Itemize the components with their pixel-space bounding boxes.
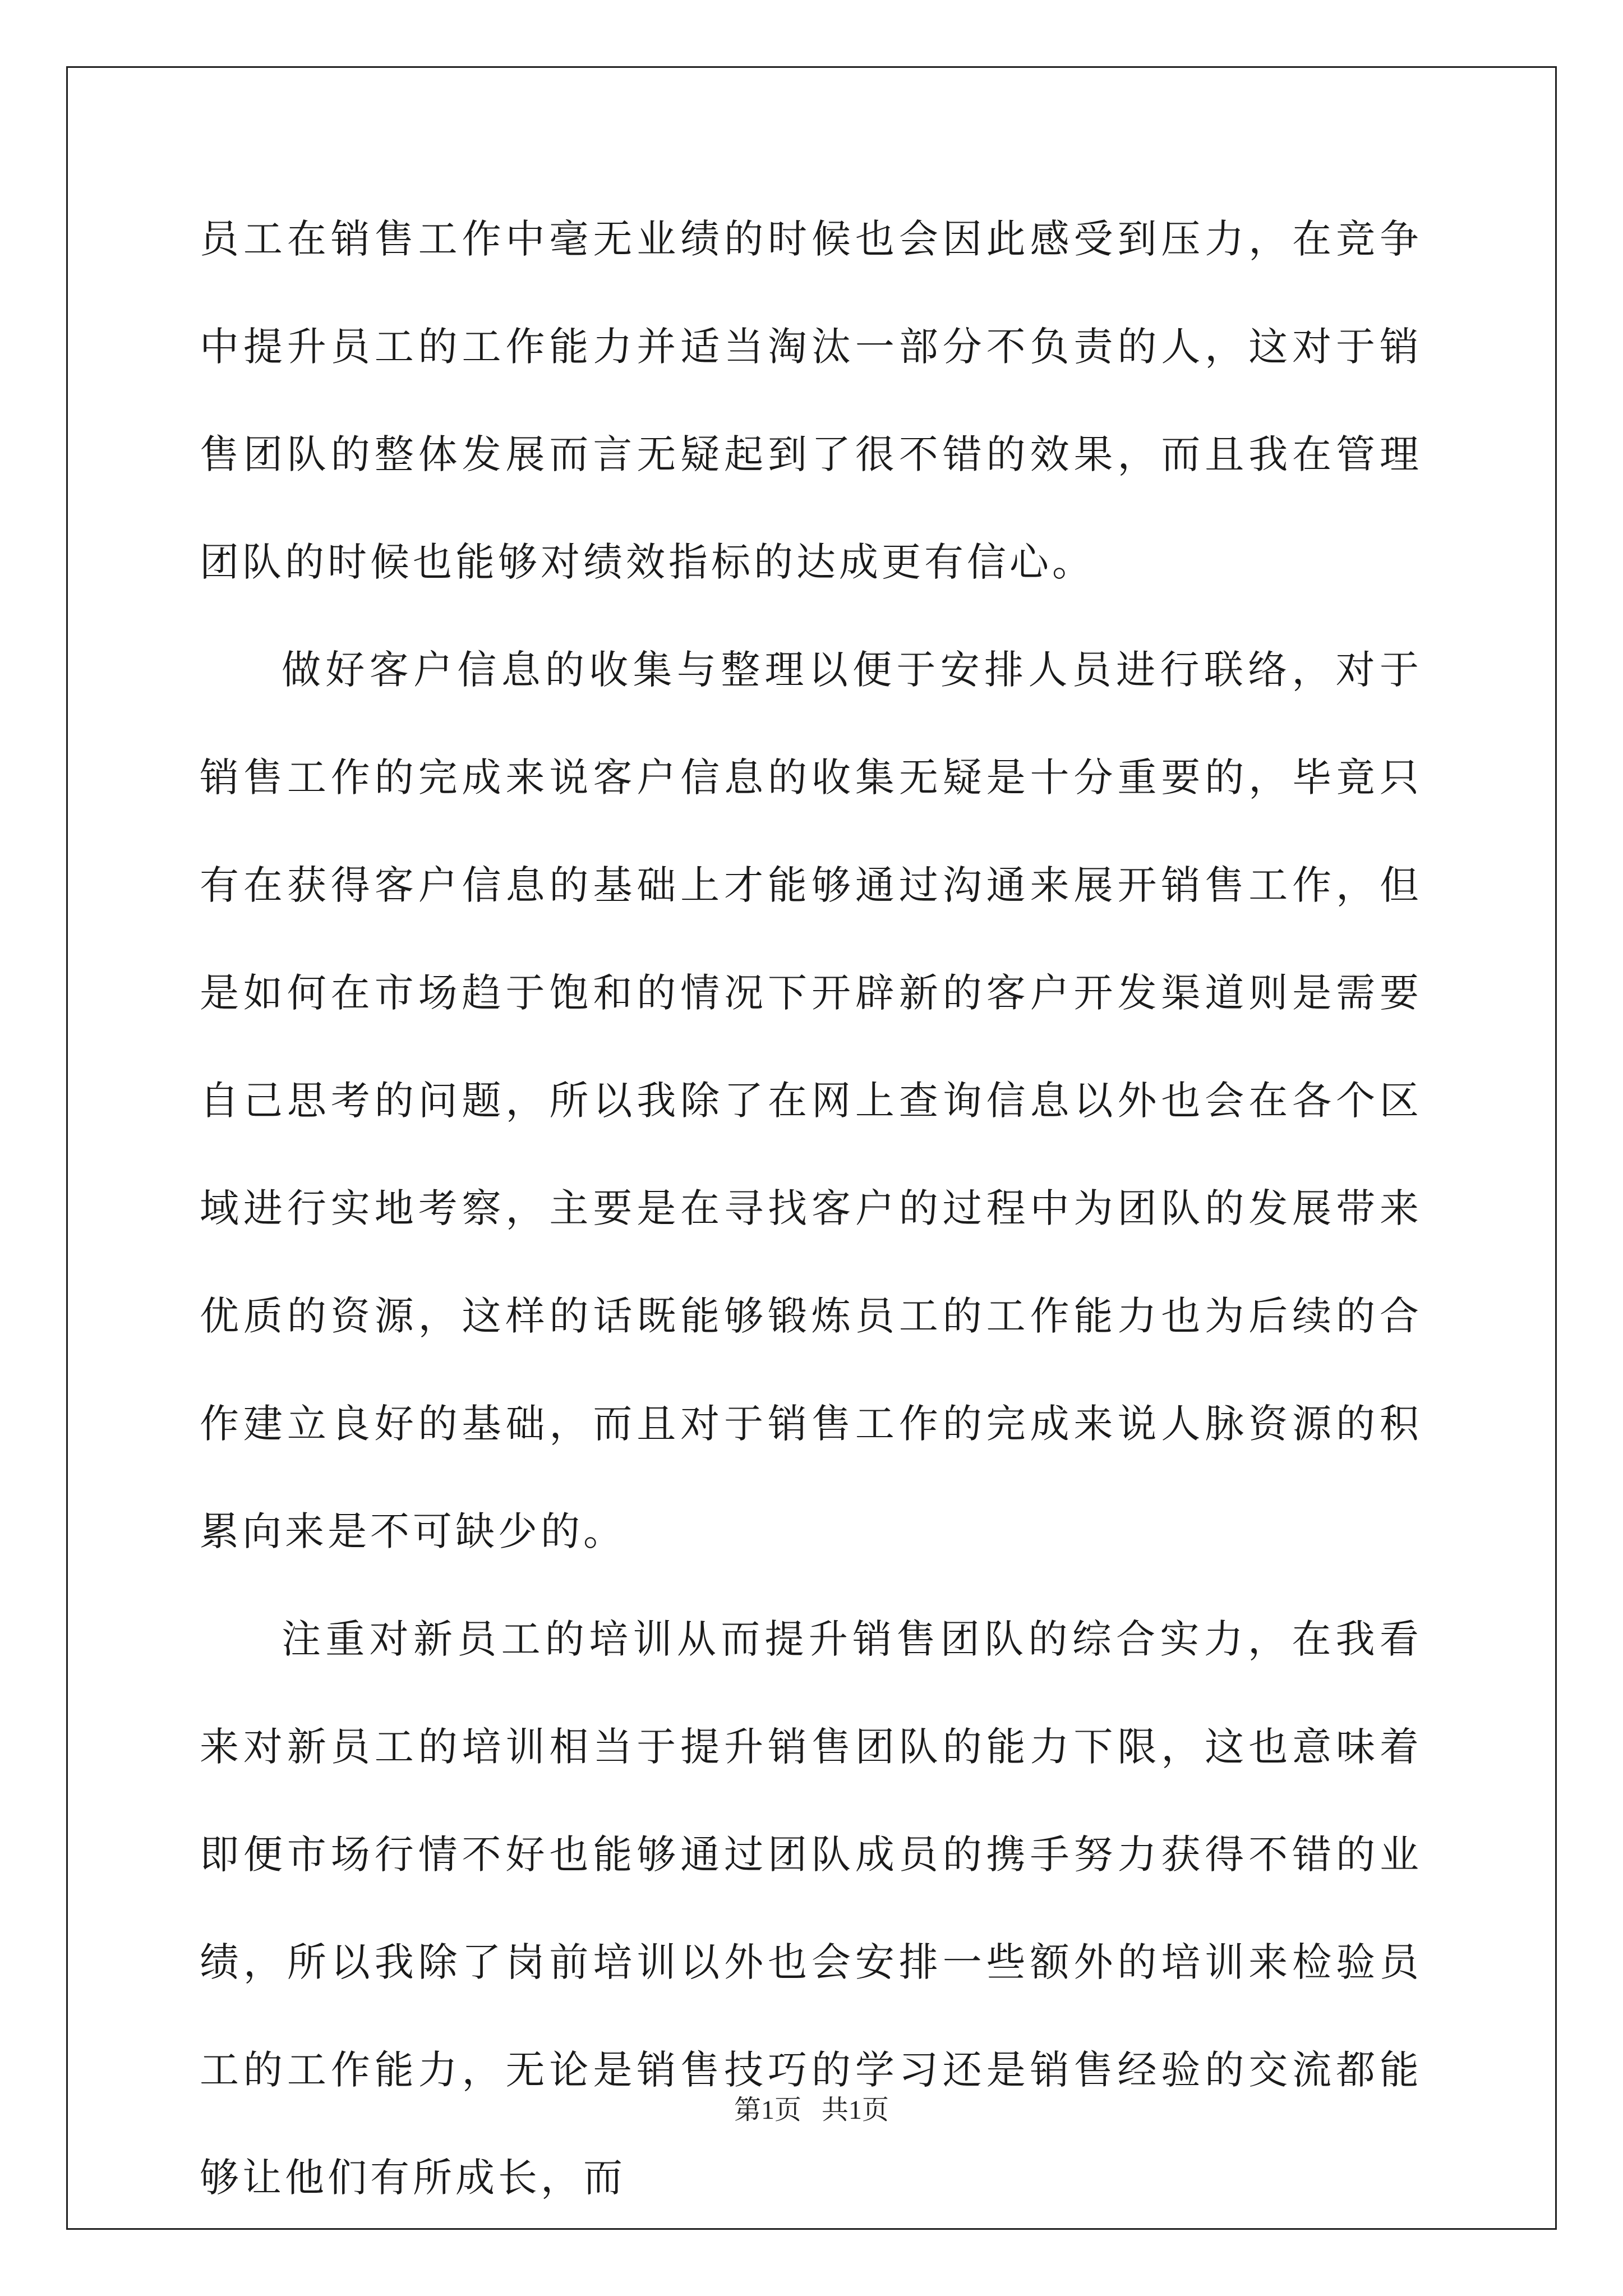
- paragraph: 员工在销售工作中毫无业绩的时候也会因此感受到压力，在竞争中提升员工的工作能力并适当淘汰一部分不负责的人，这对于销售团队的整体发展而言无疑起到了很不错的效果，而且我在管理团队的时候也能够对绩效指标的达成更有信心。: [200, 216, 1422, 585]
- document-body: [200, 185, 1422, 2231]
- page-number-footer: 第1页 共1页: [734, 2095, 889, 2125]
- paragraph: 注重对新员工的培训从而提升销售团队的综合实力，在我看来对新员工的培训相当于提升销售团队的能力下限，这也意味着即便市场行情不好也能够通过团队成员的携手努力获得不错的业绩，所以我除了岗前培训以外也会安排一些额外的培训来检验员工的工作能力，无论是销售技巧的学习还是销售经验的交流都能够让他们有所成长，而: [200, 1616, 1422, 2201]
- paragraph: 做好客户信息的收集与整理以便于安排人员进行联络，对于销售工作的完成来说客户信息的收集无疑是十分重要的，毕竟只有在获得客户信息的基础上才能够通过沟通来展开销售工作，但是如何在市场趋于饱和的情况下开辟新的客户开发渠道则是需要自己思考的问题，所以我除了在网上查询信息以外也会在各个区域进行实地考察，主要是在寻找客户的过程中为团队的发展带来优质的资源，这样的话既能够锻炼员工的工作能力也为后续的合作建立良好的基础，而且对于销售工作的完成来说人脉资源的积累向来是不可缺少的。: [200, 647, 1422, 1554]
